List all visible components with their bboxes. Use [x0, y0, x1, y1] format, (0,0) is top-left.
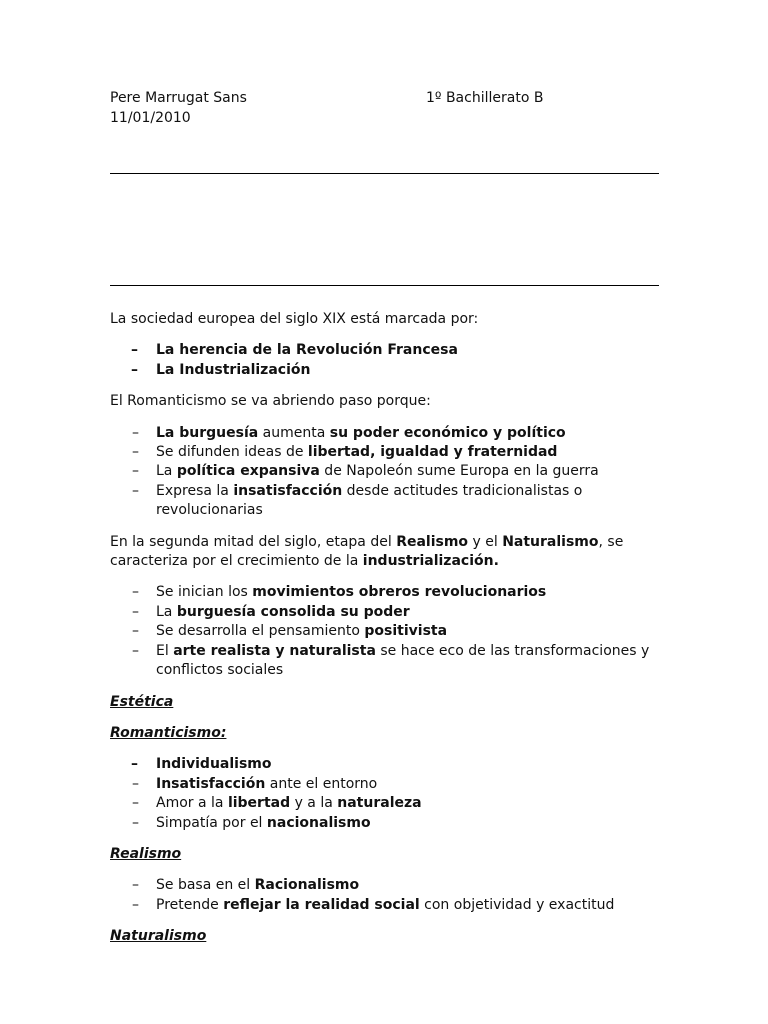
bold-text: La herencia de la Revolución Francesa: [156, 342, 458, 359]
section-heading: Naturalismo: [110, 928, 207, 945]
document-page: [110, 89, 659, 129]
list-item: [110, 755, 659, 774]
bullet-list: [110, 755, 659, 833]
list-item: [110, 622, 659, 641]
list-item: [110, 583, 659, 602]
bold-text: Individualismo: [156, 756, 272, 773]
bold-text: Racionalismo: [254, 877, 360, 894]
dash-bullet-icon: –: [132, 424, 139, 441]
bold-text: movimientos obreros revolucionarios: [252, 584, 547, 601]
bullet-list: [110, 424, 659, 521]
section-heading: Realismo: [110, 845, 182, 862]
course-label: 1º Bachillerato B: [426, 90, 544, 106]
dash-bullet-icon: –: [132, 444, 139, 461]
list-item: [110, 462, 659, 481]
dash-bullet-icon: –: [132, 623, 139, 640]
list-item: [110, 341, 659, 360]
bullet-list: [110, 341, 659, 380]
bottom-divider: [110, 285, 659, 286]
bold-text: libertad, igualdad y fraternidad: [307, 444, 558, 461]
top-divider: [110, 173, 659, 174]
text-run: En la segunda mitad del siglo, etapa del: [110, 533, 397, 550]
bullet-list: [110, 876, 659, 915]
dash-bullet-icon: –: [132, 482, 139, 499]
text-run: se hace eco de las transformaciones y conflictos sociales: [156, 642, 650, 679]
bold-text: política expansiva: [176, 463, 320, 480]
bold-text: insatisfacción: [233, 482, 343, 499]
text-run: Simpatía por el: [156, 814, 267, 831]
text-run: La sociedad europea del siglo XIX está marcada por:: [110, 311, 479, 327]
bold-text: su poder económico y político: [329, 424, 566, 441]
bold-text: naturaleza: [337, 795, 422, 812]
bold-text: reflejar la realidad social: [223, 896, 420, 913]
bold-text: La burguesía: [156, 424, 259, 441]
section-heading: Estética: [110, 693, 174, 710]
text-run: Se desarrolla el pensamiento: [156, 623, 365, 640]
dash-bullet-icon: –: [132, 814, 139, 831]
text-run: ante el entorno: [265, 775, 378, 792]
list-item: [110, 642, 659, 681]
dash-bullet-icon: –: [132, 642, 139, 659]
list-item: [110, 424, 659, 443]
document-body: [110, 310, 659, 959]
bold-text: Naturalismo: [502, 533, 599, 550]
list-item: [110, 876, 659, 895]
text-run: y a la: [290, 795, 338, 812]
text-run: , se caracteriza por el crecimiento de la: [110, 533, 624, 570]
dash-bullet-icon: –: [132, 795, 139, 812]
text-run: de Napoleón sume Europa en la guerra: [319, 463, 599, 480]
dash-bullet-icon: –: [132, 463, 139, 480]
bold-text: Realismo: [396, 533, 469, 550]
list-item: [110, 482, 659, 521]
list-item: [110, 603, 659, 622]
document-date: 11/01/2010: [110, 109, 191, 126]
bold-text: Insatisfacción: [156, 775, 266, 792]
bold-text: La Industrialización: [156, 361, 311, 378]
bold-text: burguesía consolida su poder: [176, 603, 410, 620]
paragraph: [110, 392, 659, 411]
dash-bullet-icon: –: [131, 342, 138, 359]
list-item: [110, 361, 659, 380]
text-run: La: [156, 463, 177, 480]
dash-bullet-icon: –: [132, 775, 139, 792]
list-item: [110, 775, 659, 794]
text-run: El: [156, 642, 174, 659]
list-item: [110, 443, 659, 462]
header-left: [110, 89, 247, 128]
text-run: y el: [468, 533, 503, 550]
bullet-list: [110, 583, 659, 680]
text-run: con objetividad y exactitud: [419, 896, 615, 913]
paragraph: [110, 310, 659, 329]
text-run: Amor a la: [156, 795, 228, 812]
dash-bullet-icon: –: [131, 361, 138, 378]
dash-bullet-icon: –: [132, 877, 139, 894]
list-item: [110, 814, 659, 833]
text-run: La: [156, 603, 177, 620]
text-run: Pretende: [156, 896, 224, 913]
text-run: desde actitudes tradicionalistas o revolucionarias: [156, 482, 583, 519]
bold-text: libertad: [227, 795, 291, 812]
dash-bullet-icon: –: [132, 584, 139, 601]
document-header: [110, 89, 659, 129]
text-run: Se inician los: [156, 584, 253, 601]
text-run: Se difunden ideas de: [156, 444, 308, 461]
dash-bullet-icon: –: [132, 896, 139, 913]
list-item: [110, 794, 659, 813]
author-name: Pere Marrugat Sans: [110, 90, 247, 106]
bold-text: positivista: [364, 623, 448, 640]
bold-text: industrialización.: [362, 553, 499, 570]
text-run: Se basa en el: [156, 877, 255, 894]
dash-bullet-icon: –: [131, 756, 138, 773]
text-run: Expresa la: [156, 482, 234, 499]
text-run: El Romanticismo se va abriendo paso porque:: [110, 393, 431, 410]
text-run: aumenta: [258, 424, 330, 441]
bold-text: arte realista y naturalista: [173, 642, 376, 659]
paragraph: [110, 533, 659, 572]
section-heading: Romanticismo:: [110, 724, 227, 741]
bold-text: nacionalismo: [266, 814, 371, 831]
list-item: [110, 896, 659, 915]
dash-bullet-icon: –: [132, 603, 139, 620]
